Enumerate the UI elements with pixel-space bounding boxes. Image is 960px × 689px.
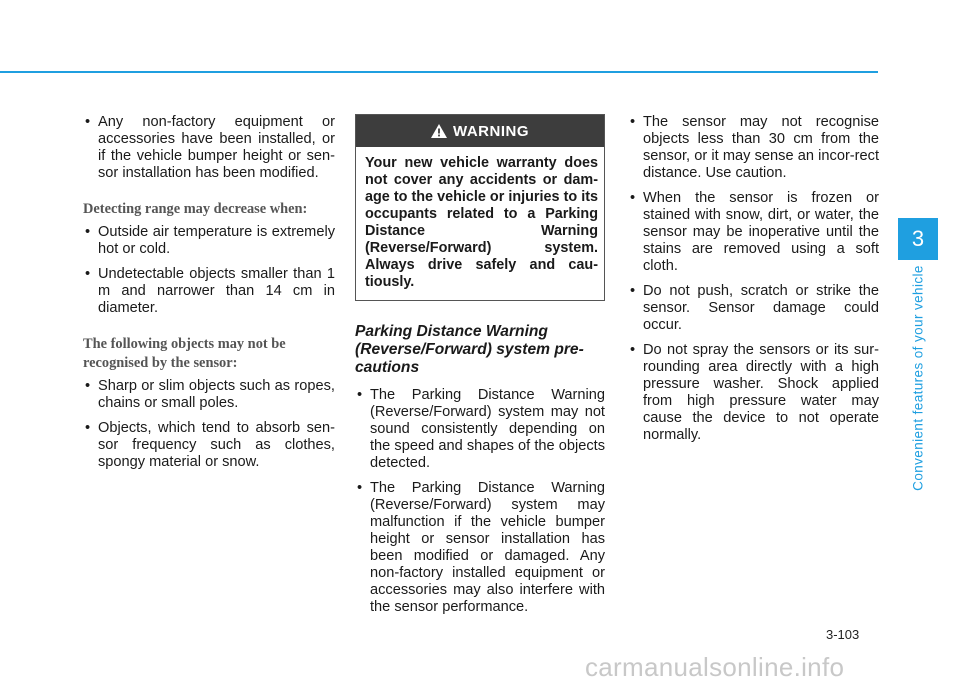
objects-not-recognised-list <box>83 378 335 471</box>
list-item: • Sharp or slim objects such as ropes, chains or small poles. <box>83 378 335 412</box>
detecting-range-list <box>83 224 335 317</box>
list-item: • Undetectable objects smaller than 1 m and narrower than 14 cm in diameter. <box>83 266 335 317</box>
warning-box <box>355 114 605 301</box>
list-item: • Objects, which tend to absorb sen-sor frequency such as clothes, spongy material or snow. <box>83 420 335 471</box>
warning-header <box>356 115 604 147</box>
subheading-detecting-range: Detecting range may decrease when: <box>83 201 308 217</box>
precautions-list <box>355 387 605 616</box>
chapter-title: Convenient features of your vehicle <box>910 265 926 491</box>
warning-triangle-icon <box>431 124 447 138</box>
chapter-number-tab: 3 <box>898 218 938 260</box>
subheading-objects-not-recognised: The following objects may not be recognised by the sensor: <box>83 336 286 371</box>
section-title: Parking Distance Warning (Reverse/Forward) system pre-cautions <box>355 323 584 376</box>
list-item: • Outside air temperature is extremely hot or cold. <box>83 224 335 258</box>
list-item: • The Parking Distance Warning (Reverse/Forward) system may not sound consistently depending on the speed and shapes of the objects detected. <box>355 387 605 472</box>
sensor-precautions-list <box>628 114 879 444</box>
list-item: • Do not spray the sensors or its sur-rounding area directly with a high pressure washer. Shock applied from high pressure water may cause the device to not operate normally. <box>628 342 879 444</box>
column-right <box>628 114 879 452</box>
warning-title: WARNING <box>453 122 529 140</box>
warning-text: Your new vehicle warranty does not cover any accidents or dam-age to the vehicle or injuries to its occupants related to a Parking Distance Warning (Reverse/Forward) system. Always drive safely and cau-tiously. <box>365 155 598 290</box>
column-middle <box>355 114 605 624</box>
list-item: • Any non-factory equipment or accessories have been installed, or if the vehicle bumper height or sen-sor installation has been modified. <box>83 114 335 182</box>
list-item: • Do not push, scratch or strike the sensor. Sensor damage could occur. <box>628 283 879 334</box>
top-rule <box>0 71 878 73</box>
watermark-link[interactable]: carmanualsonline.info <box>585 652 845 682</box>
page-number: 3-103 <box>826 627 860 642</box>
list-item: • The Parking Distance Warning (Reverse/Forward) system may malfunction if the vehicle bumper height or sensor installation has been modified or damaged. Any non-factory installed equipment or accessories may also interfere with the sensor performance. <box>355 480 605 616</box>
list-item: • The sensor may not recognise objects less than 30 cm from the sensor, or it may sense an incor-rect distance. Use caution. <box>628 114 879 182</box>
intro-bullet-list <box>83 114 335 182</box>
list-item: • When the sensor is frozen or stained with snow, dirt, or water, the sensor may be inoperative until the stains are removed using a soft cloth. <box>628 190 879 275</box>
column-left <box>83 114 335 479</box>
